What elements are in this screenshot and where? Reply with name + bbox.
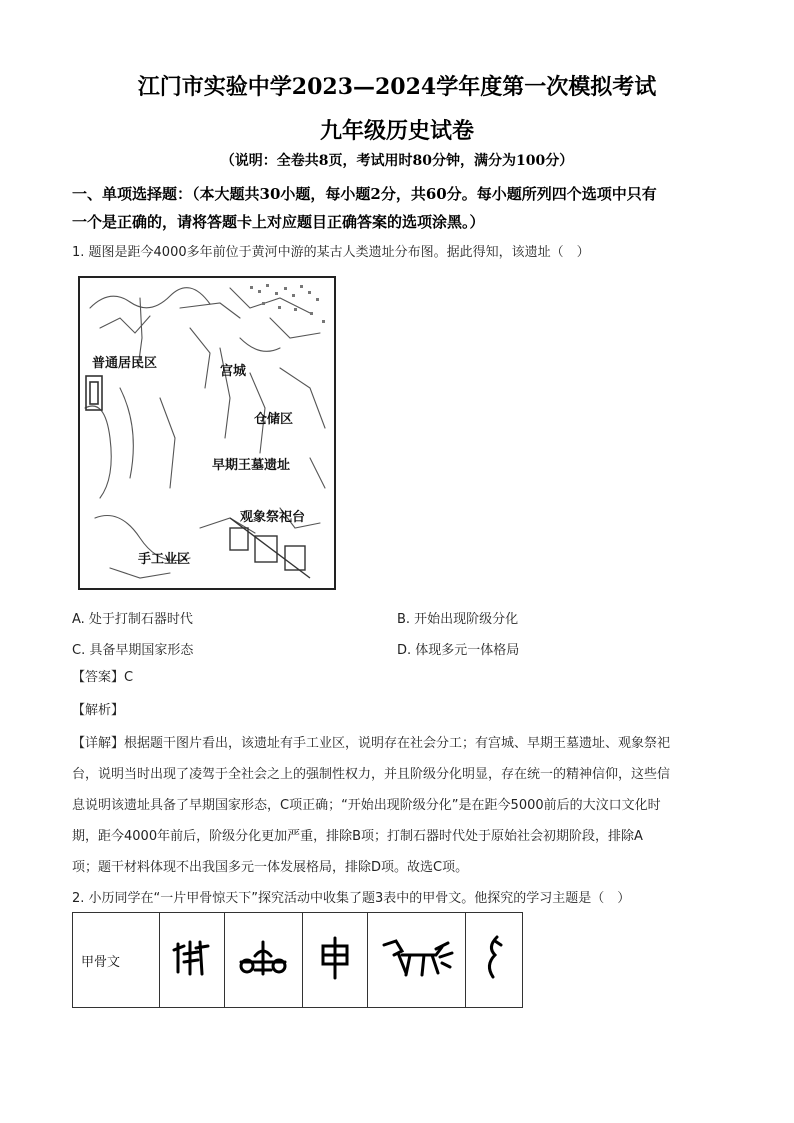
oracle-bone-table [72, 912, 523, 1008]
map-label-tombs: 早期王墓遗址 [212, 458, 291, 473]
oracle-glyph-1 [159, 913, 224, 1008]
analysis-label: 【解析】 [72, 703, 125, 718]
exam-subtitle: 九年级历史试卷 [319, 118, 474, 144]
section-heading-line1: 一、单项选择题：（本大题共30小题，每小题2分，共60分。每小题所列四个选项中只有 [72, 185, 657, 203]
oracle-glyph-2 [224, 913, 302, 1008]
site-map-figure [78, 276, 336, 590]
oracle-glyph-3 [302, 913, 367, 1008]
map-label-handicraft: 手工业区 [138, 552, 191, 567]
question-2-stem: 2. 小历同学在“一片甲骨惊天下”探究活动中收集了题3表中的甲骨文。他探究的学习主题是（ ） [72, 891, 631, 906]
oracle-table-header: 甲骨文 [73, 913, 160, 1008]
detail-line-2: 台，说明当时出现了凌驾于全社会之上的强制性权力，并且阶级分化明显，存在统一的精神信仰，这些信 [72, 767, 671, 782]
detail-line-4: 期，距今4000年前后，阶级分化更加严重，排除B项；打制石器时代处于原始社会初期阶段，排除A [72, 829, 643, 844]
option-b: B. 开始出现阶级分化 [397, 612, 519, 627]
answer-line: 【答案】C [72, 670, 134, 685]
section-heading-line2: 一个是正确的，请将答题卡上对应题目正确答案的选项涂黑。） [72, 213, 485, 231]
map-label-storage: 仓储区 [254, 412, 294, 427]
map-label-residential: 普通居民区 [92, 356, 158, 371]
option-a: A. 处于打制石器时代 [72, 612, 193, 627]
question-1-stem: 1. 题图是距今4000多年前位于黄河中游的某古人类遗址分布图。据此得知，该遗址（ ） [72, 245, 590, 260]
map-label-observatory: 观象祭祀台 [240, 510, 306, 525]
detail-line-5: 项；题干材料体现不出我国多元一体发展格局，排除D项。故选C项。 [72, 860, 469, 875]
exam-title: 江门市实验中学2023—2024学年度第一次模拟考试 [137, 74, 657, 100]
site-map-sketch [80, 278, 334, 588]
detail-line-1: 【详解】根据题干图片看出，该遗址有手工业区，说明存在社会分工；有宫城、早期王墓遗址、观象祭祀 [72, 736, 671, 751]
exam-note: （说明：全卷共8页，考试用时80分钟，满分为100分） [220, 153, 574, 169]
oracle-glyph-5 [465, 913, 522, 1008]
option-c: C. 具备早期国家形态 [72, 643, 194, 658]
map-label-palace: 宫城 [220, 364, 247, 379]
detail-line-3: 息说明该遗址具备了早期国家形态，C项正确；“开始出现阶级分化”是在距今5000前后的大汶口文化时 [72, 798, 661, 813]
option-d: D. 体现多元一体格局 [397, 643, 520, 658]
oracle-glyph-4 [367, 913, 465, 1008]
